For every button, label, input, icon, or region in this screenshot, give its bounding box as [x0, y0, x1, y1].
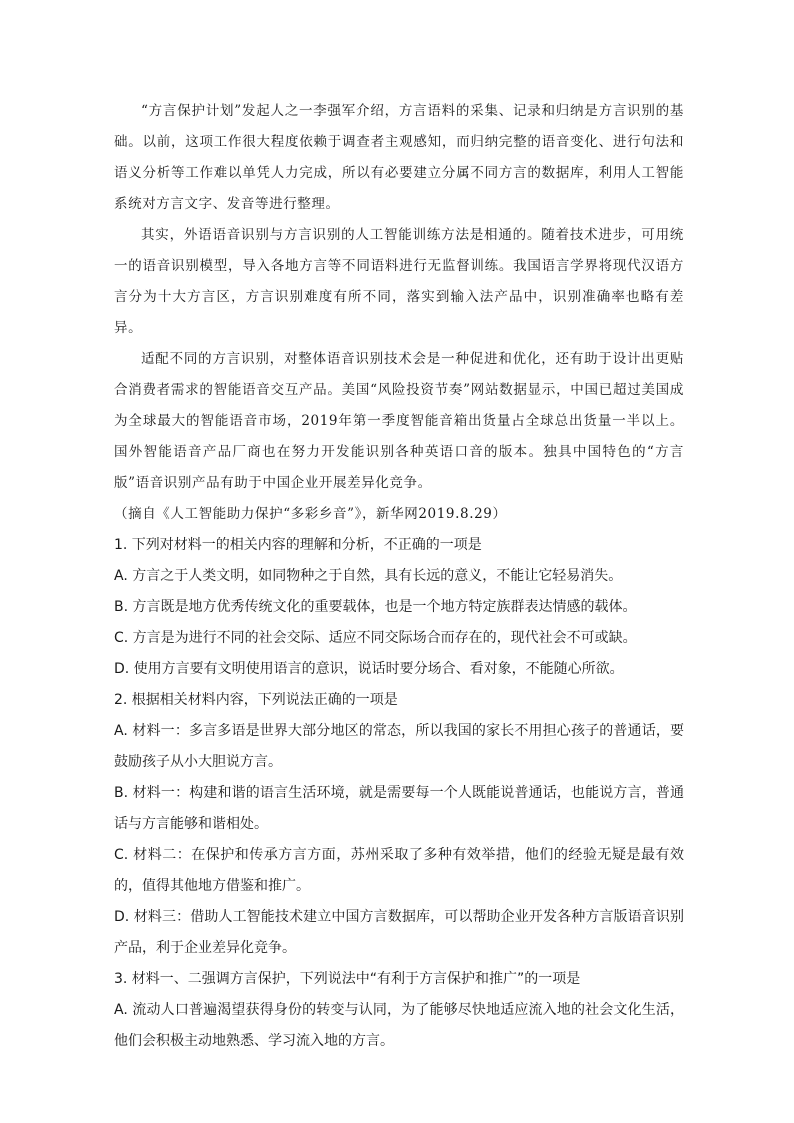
- question-1: [114, 530, 684, 685]
- material-paragraph-3: 适配不同的方言识别，对整体语音识别技术会是一种促进和优化，还有助于设计出更贴合消费者需求的智能语音交互产品。美国“风险投资节奏”网站数据显示，中国已超过美国成为全球最大的智能语音市场，2019年第一季度智能音箱出货量占全球总出货量一半以上。国外智能语音产品厂商也在努力开发能识别各种英语口音的版本。独具中国特色的“方言版”语音识别产品有助于中国企业开展差异化竞争。: [114, 351, 684, 491]
- question-2: [114, 685, 684, 964]
- question-stem: 1. 下列对材料一的相关内容的理解和分析，不正确的一项是: [114, 537, 482, 553]
- option-a: A. 材料一：多言多语是世界大部分地区的常态，所以我国的家长不用担心孩子的普通话，要鼓励孩子从小大胆说方言。: [114, 723, 684, 770]
- option-a: A. 方言之于人类文明，如同物种之于自然，具有长远的意义，不能让它轻易消失。: [114, 568, 623, 584]
- question-stem: 3. 材料一、二强调方言保护，下列说法中“有利于方言保护和推广”的一项是: [114, 971, 581, 987]
- material-paragraph-1: “方言保护计划”发起人之一李强军介绍，方言语料的采集、记录和归纳是方言识别的基础。以前，这项工作很大程度依赖于调查者主观感知，而归纳完整的语音变化、进行句法和语义分析等工作难以单凭人力完成，所以有必要建立分属不同方言的数据库，利用人工智能系统对方言文字、发音等进行整理。: [114, 103, 684, 212]
- option-a: A. 流动人口普遍渴望获得身份的转变与认同，为了能够尽快地适应流入地的社会文化生活，他们会积极主动地熟悉、学习流入地的方言。: [114, 1002, 684, 1049]
- option-b: B. 方言既是地方优秀传统文化的重要载体，也是一个地方特定族群表达情感的载体。: [114, 599, 637, 615]
- material-three-text: [114, 96, 684, 530]
- material-paragraph-2: 其实，外语语音识别与方言识别的人工智能训练方法是相通的。随着技术进步，可用统一的语音识别模型，导入各地方言等不同语料进行无监督训练。我国语言学界将现代汉语方言分为十大方言区，方言识别难度有所不同，落实到输入法产品中，识别准确率也略有差异。: [114, 227, 684, 336]
- option-c: C. 材料二：在保护和传承方言方面，苏州采取了多种有效举措，他们的经验无疑是最有效的，值得其他地方借鉴和推广。: [114, 847, 684, 894]
- document-page: [114, 96, 684, 1057]
- option-d: D. 使用方言要有文明使用语言的意识，说话时要分场合、看对象，不能随心所欲。: [114, 661, 624, 677]
- question-list: [114, 530, 684, 1057]
- option-c: C. 方言是为进行不同的社会交际、适应不同交际场合而存在的，现代社会不可或缺。: [114, 630, 637, 646]
- option-d: D. 材料三：借助人工智能技术建立中国方言数据库，可以帮助企业开发各种方言版语音识别产品，利于企业差异化竞争。: [114, 909, 684, 956]
- question-3: [114, 964, 684, 1057]
- source-citation: （摘自《人工智能助力保护“多彩乡音”》，新华网2019.8.29）: [114, 506, 507, 522]
- question-stem: 2. 根据相关材料内容，下列说法正确的一项是: [114, 692, 398, 708]
- option-b: B. 材料一：构建和谐的语言生活环境，就是需要每一个人既能说普通话，也能说方言，普通话与方言能够和谐相处。: [114, 785, 684, 832]
